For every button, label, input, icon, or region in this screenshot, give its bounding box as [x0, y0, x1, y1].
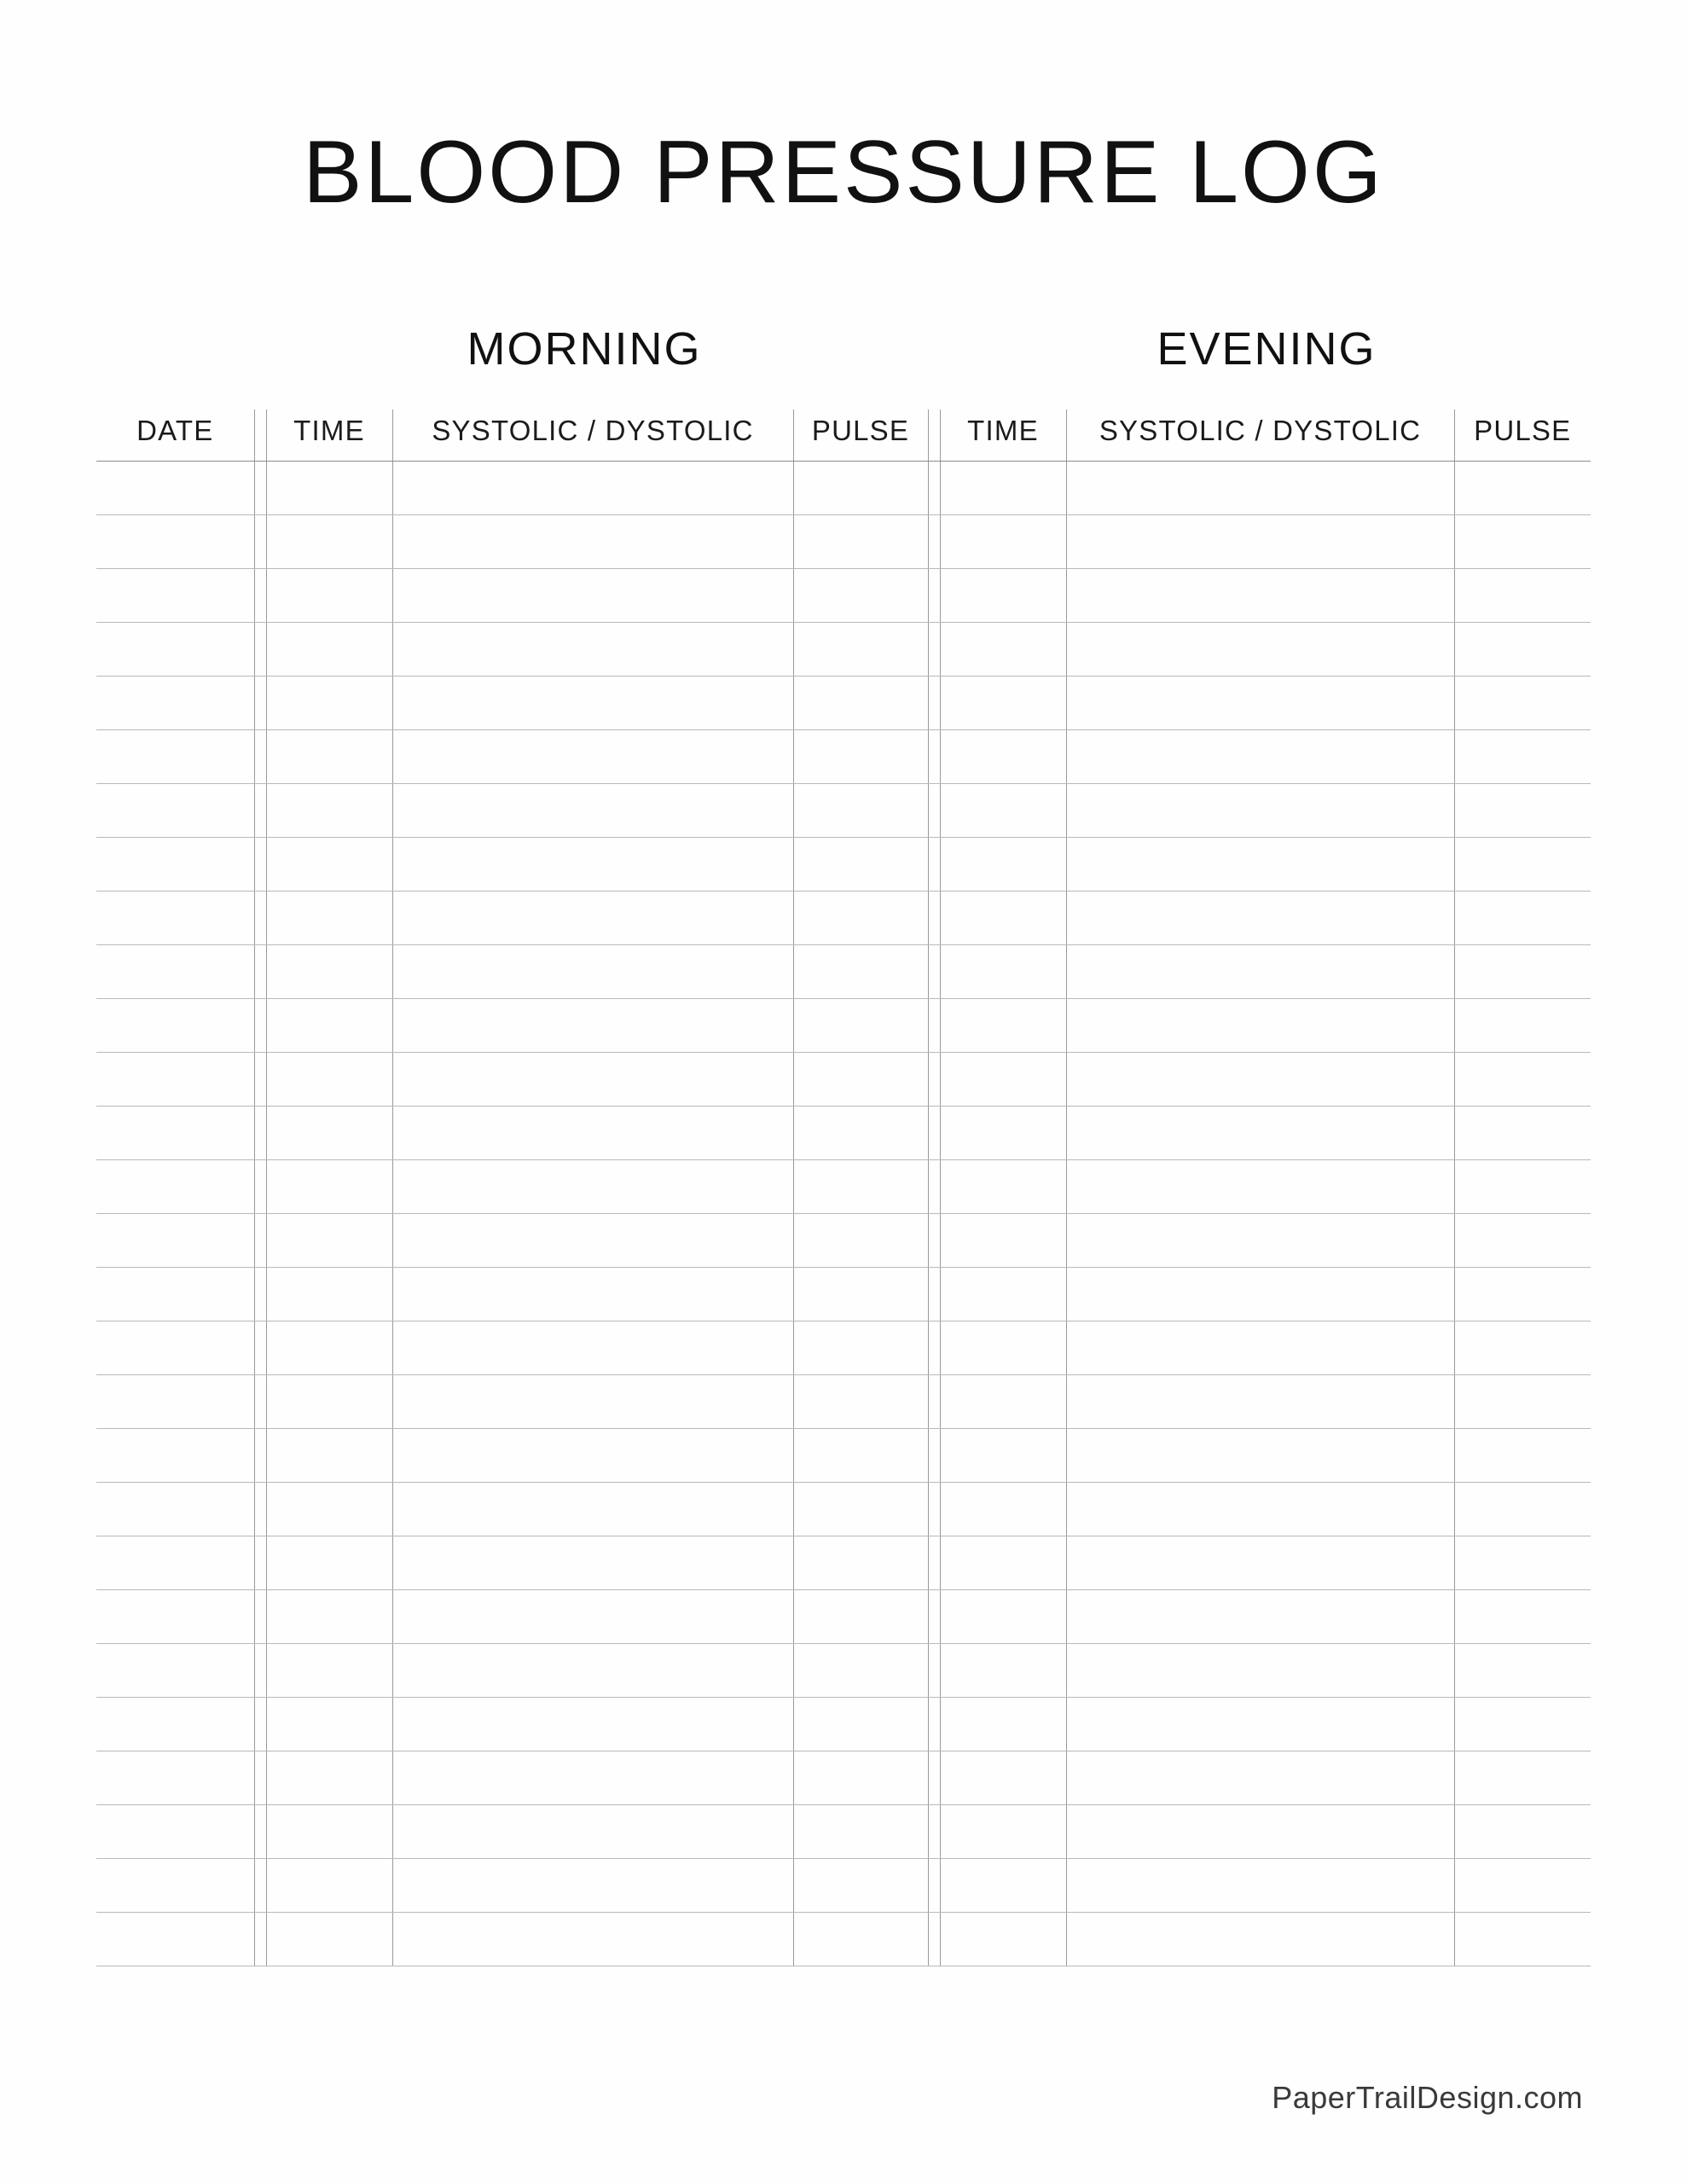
cell-morning-systolic-dystolic[interactable] [392, 1913, 793, 1966]
cell-gap-divider-2[interactable] [928, 1160, 940, 1214]
cell-evening-systolic-dystolic[interactable] [1066, 1268, 1454, 1321]
cell-morning-pulse[interactable] [793, 1160, 928, 1214]
table-row [96, 1375, 1591, 1429]
cell-gap-divider-1[interactable] [254, 1483, 266, 1536]
cell-evening-systolic-dystolic[interactable] [1066, 1751, 1454, 1805]
cell-morning-pulse[interactable] [793, 1321, 928, 1375]
cell-gap-divider-1[interactable] [254, 999, 266, 1053]
cell-morning-systolic-dystolic[interactable] [392, 515, 793, 569]
cell-morning-pulse[interactable] [793, 462, 928, 515]
cell-evening-pulse[interactable] [1454, 1375, 1591, 1429]
table-row [96, 1053, 1591, 1107]
cell-gap-divider-2[interactable] [928, 784, 940, 838]
cell-evening-time[interactable] [940, 1590, 1066, 1644]
cell-morning-pulse[interactable] [793, 1429, 928, 1483]
cell-evening-time[interactable] [940, 1321, 1066, 1375]
cell-evening-systolic-dystolic[interactable] [1066, 1805, 1454, 1859]
cell-evening-systolic-dystolic[interactable] [1066, 784, 1454, 838]
cell-gap-divider-1[interactable] [254, 623, 266, 677]
cell-morning-time[interactable] [266, 838, 392, 892]
cell-evening-time[interactable] [940, 623, 1066, 677]
cell-morning-systolic-dystolic[interactable] [392, 1698, 793, 1751]
cell-morning-time[interactable] [266, 945, 392, 999]
cell-gap-divider-2[interactable] [928, 1321, 940, 1375]
cell-gap-divider-1[interactable] [254, 1268, 266, 1321]
cell-morning-time[interactable] [266, 730, 392, 784]
cell-date[interactable] [96, 1590, 254, 1644]
column-header-evening-pulse: PULSE [1454, 410, 1591, 462]
cell-evening-pulse[interactable] [1454, 462, 1591, 515]
cell-evening-time[interactable] [940, 1053, 1066, 1107]
cell-evening-systolic-dystolic[interactable] [1066, 1053, 1454, 1107]
cell-gap-divider-2[interactable] [928, 1107, 940, 1160]
cell-date[interactable] [96, 784, 254, 838]
cell-evening-pulse[interactable] [1454, 515, 1591, 569]
cell-morning-systolic-dystolic[interactable] [392, 1644, 793, 1698]
table-row [96, 945, 1591, 999]
cell-evening-time[interactable] [940, 569, 1066, 623]
cell-morning-pulse[interactable] [793, 1268, 928, 1321]
cell-evening-pulse[interactable] [1454, 1644, 1591, 1698]
cell-morning-systolic-dystolic[interactable] [392, 1375, 793, 1429]
cell-evening-time[interactable] [940, 730, 1066, 784]
cell-morning-time[interactable] [266, 784, 392, 838]
table-header-row [96, 410, 1591, 462]
cell-morning-systolic-dystolic[interactable] [392, 1805, 793, 1859]
table-row [96, 1536, 1591, 1590]
cell-evening-systolic-dystolic[interactable] [1066, 1321, 1454, 1375]
cell-morning-time[interactable] [266, 1698, 392, 1751]
cell-morning-pulse[interactable] [793, 1053, 928, 1107]
cell-date[interactable] [96, 838, 254, 892]
cell-gap-divider-1[interactable] [254, 569, 266, 623]
cell-morning-pulse[interactable] [793, 945, 928, 999]
cell-date[interactable] [96, 892, 254, 945]
cell-morning-time[interactable] [266, 1107, 392, 1160]
cell-date[interactable] [96, 1107, 254, 1160]
cell-date[interactable] [96, 1644, 254, 1698]
cell-gap-divider-2[interactable] [928, 1053, 940, 1107]
cell-morning-pulse[interactable] [793, 515, 928, 569]
cell-gap-divider-2[interactable] [928, 462, 940, 515]
cell-morning-time[interactable] [266, 1805, 392, 1859]
table-row [96, 784, 1591, 838]
cell-evening-time[interactable] [940, 1644, 1066, 1698]
cell-evening-pulse[interactable] [1454, 1214, 1591, 1268]
cell-gap-divider-2[interactable] [928, 1483, 940, 1536]
cell-gap-divider-2[interactable] [928, 677, 940, 730]
table-row [96, 1698, 1591, 1751]
cell-evening-time[interactable] [940, 515, 1066, 569]
cell-morning-time[interactable] [266, 1483, 392, 1536]
cell-gap-divider-2[interactable] [928, 1805, 940, 1859]
cell-evening-systolic-dystolic[interactable] [1066, 515, 1454, 569]
cell-evening-pulse[interactable] [1454, 1698, 1591, 1751]
cell-date[interactable] [96, 1859, 254, 1913]
cell-gap-divider-2[interactable] [928, 1375, 940, 1429]
cell-evening-pulse[interactable] [1454, 838, 1591, 892]
cell-morning-time[interactable] [266, 1751, 392, 1805]
cell-morning-pulse[interactable] [793, 1751, 928, 1805]
cell-evening-time[interactable] [940, 999, 1066, 1053]
cell-date[interactable] [96, 1429, 254, 1483]
column-header-date: DATE [96, 410, 254, 462]
table-row [96, 1644, 1591, 1698]
cell-morning-time[interactable] [266, 1321, 392, 1375]
cell-morning-pulse[interactable] [793, 1805, 928, 1859]
cell-gap-divider-1[interactable] [254, 677, 266, 730]
cell-evening-systolic-dystolic[interactable] [1066, 1214, 1454, 1268]
table-row [96, 1751, 1591, 1805]
cell-morning-systolic-dystolic[interactable] [392, 1214, 793, 1268]
table-row [96, 462, 1591, 515]
cell-gap-divider-2[interactable] [928, 945, 940, 999]
cell-date[interactable] [96, 515, 254, 569]
cell-gap-divider-1[interactable] [254, 838, 266, 892]
cell-gap-divider-1[interactable] [254, 730, 266, 784]
cell-date[interactable] [96, 1375, 254, 1429]
table-row [96, 515, 1591, 569]
cell-date[interactable] [96, 1214, 254, 1268]
cell-evening-pulse[interactable] [1454, 623, 1591, 677]
cell-date[interactable] [96, 462, 254, 515]
table-row [96, 1321, 1591, 1375]
cell-evening-systolic-dystolic[interactable] [1066, 1375, 1454, 1429]
cell-gap-divider-2[interactable] [928, 1698, 940, 1751]
table-row [96, 1859, 1591, 1913]
cell-morning-time[interactable] [266, 1644, 392, 1698]
cell-gap-divider-2[interactable] [928, 892, 940, 945]
cell-morning-systolic-dystolic[interactable] [392, 945, 793, 999]
cell-morning-time[interactable] [266, 1429, 392, 1483]
cell-evening-time[interactable] [940, 1214, 1066, 1268]
cell-evening-pulse[interactable] [1454, 784, 1591, 838]
cell-evening-time[interactable] [940, 1483, 1066, 1536]
cell-evening-systolic-dystolic[interactable] [1066, 892, 1454, 945]
cell-morning-systolic-dystolic[interactable] [392, 730, 793, 784]
cell-morning-time[interactable] [266, 1913, 392, 1966]
cell-evening-time[interactable] [940, 1751, 1066, 1805]
cell-morning-pulse[interactable] [793, 999, 928, 1053]
cell-evening-pulse[interactable] [1454, 1321, 1591, 1375]
cell-morning-pulse[interactable] [793, 730, 928, 784]
cell-evening-pulse[interactable] [1454, 1429, 1591, 1483]
cell-gap-divider-2[interactable] [928, 1268, 940, 1321]
cell-gap-divider-1[interactable] [254, 1160, 266, 1214]
cell-morning-time[interactable] [266, 462, 392, 515]
cell-gap-divider-2[interactable] [928, 1859, 940, 1913]
cell-evening-pulse[interactable] [1454, 892, 1591, 945]
cell-date[interactable] [96, 1536, 254, 1590]
cell-morning-pulse[interactable] [793, 1590, 928, 1644]
cell-morning-time[interactable] [266, 1268, 392, 1321]
cell-evening-systolic-dystolic[interactable] [1066, 1590, 1454, 1644]
cell-gap-divider-2[interactable] [928, 1913, 940, 1966]
cell-evening-time[interactable] [940, 1913, 1066, 1966]
cell-date[interactable] [96, 945, 254, 999]
cell-morning-pulse[interactable] [793, 1698, 928, 1751]
cell-gap-divider-2[interactable] [928, 623, 940, 677]
table-row [96, 623, 1591, 677]
cell-gap-divider-1[interactable] [254, 1805, 266, 1859]
cell-morning-pulse[interactable] [793, 1644, 928, 1698]
table-row [96, 838, 1591, 892]
column-header-evening-time: TIME [940, 410, 1066, 462]
cell-gap-divider-1[interactable] [254, 1644, 266, 1698]
table-row [96, 730, 1591, 784]
cell-gap-divider-1[interactable] [254, 784, 266, 838]
cell-morning-time[interactable] [266, 1859, 392, 1913]
cell-gap-divider-2[interactable] [928, 1429, 940, 1483]
cell-morning-systolic-dystolic[interactable] [392, 892, 793, 945]
cell-morning-pulse[interactable] [793, 1107, 928, 1160]
cell-evening-systolic-dystolic[interactable] [1066, 677, 1454, 730]
cell-morning-systolic-dystolic[interactable] [392, 1053, 793, 1107]
cell-evening-time[interactable] [940, 1698, 1066, 1751]
cell-evening-pulse[interactable] [1454, 1268, 1591, 1321]
cell-evening-pulse[interactable] [1454, 1053, 1591, 1107]
cell-gap-divider-2[interactable] [928, 1536, 940, 1590]
log-table-wrapper [96, 410, 1591, 1966]
table-row [96, 1590, 1591, 1644]
table-row [96, 1160, 1591, 1214]
cell-gap-divider-1[interactable] [254, 1698, 266, 1751]
cell-date[interactable] [96, 1268, 254, 1321]
cell-evening-pulse[interactable] [1454, 999, 1591, 1053]
cell-evening-systolic-dystolic[interactable] [1066, 623, 1454, 677]
cell-evening-systolic-dystolic[interactable] [1066, 999, 1454, 1053]
cell-gap-divider-1[interactable] [254, 462, 266, 515]
cell-evening-pulse[interactable] [1454, 1160, 1591, 1214]
cell-morning-time[interactable] [266, 999, 392, 1053]
cell-date[interactable] [96, 999, 254, 1053]
cell-gap-divider-2[interactable] [928, 999, 940, 1053]
cell-gap-divider-1[interactable] [254, 1107, 266, 1160]
cell-morning-time[interactable] [266, 515, 392, 569]
cell-date[interactable] [96, 1698, 254, 1751]
cell-morning-time[interactable] [266, 892, 392, 945]
cell-evening-time[interactable] [940, 945, 1066, 999]
table-row [96, 1107, 1591, 1160]
cell-morning-systolic-dystolic[interactable] [392, 1160, 793, 1214]
column-header-evening-systolic-dystolic: SYSTOLIC / DYSTOLIC [1066, 410, 1454, 462]
cell-evening-systolic-dystolic[interactable] [1066, 945, 1454, 999]
cell-gap-divider-1[interactable] [254, 1321, 266, 1375]
cell-evening-time[interactable] [940, 838, 1066, 892]
cell-date[interactable] [96, 569, 254, 623]
cell-date[interactable] [96, 623, 254, 677]
cell-evening-time[interactable] [940, 1536, 1066, 1590]
table-row [96, 1805, 1591, 1859]
cell-evening-systolic-dystolic[interactable] [1066, 1859, 1454, 1913]
cell-evening-time[interactable] [940, 892, 1066, 945]
section-heading-evening: EVENING [1157, 323, 1377, 375]
table-body [96, 462, 1591, 1966]
cell-morning-systolic-dystolic[interactable] [392, 1536, 793, 1590]
cell-gap-divider-2[interactable] [928, 1751, 940, 1805]
cell-evening-systolic-dystolic[interactable] [1066, 462, 1454, 515]
cell-evening-pulse[interactable] [1454, 1805, 1591, 1859]
cell-evening-time[interactable] [940, 677, 1066, 730]
cell-morning-time[interactable] [266, 623, 392, 677]
cell-morning-time[interactable] [266, 677, 392, 730]
cell-morning-systolic-dystolic[interactable] [392, 1590, 793, 1644]
cell-evening-pulse[interactable] [1454, 1751, 1591, 1805]
cell-morning-pulse[interactable] [793, 1214, 928, 1268]
cell-evening-systolic-dystolic[interactable] [1066, 1536, 1454, 1590]
cell-date[interactable] [96, 1913, 254, 1966]
cell-morning-systolic-dystolic[interactable] [392, 1751, 793, 1805]
cell-morning-systolic-dystolic[interactable] [392, 1483, 793, 1536]
cell-gap-divider-1[interactable] [254, 1536, 266, 1590]
table-row [96, 1214, 1591, 1268]
footer-credit: PaperTrailDesign.com [1272, 2080, 1583, 2115]
cell-evening-systolic-dystolic[interactable] [1066, 1429, 1454, 1483]
cell-morning-systolic-dystolic[interactable] [392, 1429, 793, 1483]
cell-date[interactable] [96, 677, 254, 730]
cell-gap-divider-1[interactable] [254, 1429, 266, 1483]
cell-date[interactable] [96, 1053, 254, 1107]
table-row [96, 569, 1591, 623]
table-row [96, 1483, 1591, 1536]
cell-morning-pulse[interactable] [793, 569, 928, 623]
cell-morning-systolic-dystolic[interactable] [392, 623, 793, 677]
cell-morning-time[interactable] [266, 1375, 392, 1429]
cell-evening-pulse[interactable] [1454, 730, 1591, 784]
cell-evening-systolic-dystolic[interactable] [1066, 1644, 1454, 1698]
blood-pressure-log-table [96, 410, 1591, 1966]
cell-evening-pulse[interactable] [1454, 1536, 1591, 1590]
cell-evening-pulse[interactable] [1454, 569, 1591, 623]
cell-date[interactable] [96, 1751, 254, 1805]
cell-evening-systolic-dystolic[interactable] [1066, 1913, 1454, 1966]
cell-evening-systolic-dystolic[interactable] [1066, 1698, 1454, 1751]
cell-morning-systolic-dystolic[interactable] [392, 569, 793, 623]
cell-evening-pulse[interactable] [1454, 1483, 1591, 1536]
cell-evening-systolic-dystolic[interactable] [1066, 1107, 1454, 1160]
cell-morning-systolic-dystolic[interactable] [392, 999, 793, 1053]
cell-morning-pulse[interactable] [793, 1859, 928, 1913]
cell-date[interactable] [96, 1805, 254, 1859]
cell-date[interactable] [96, 1483, 254, 1536]
column-header-morning-pulse: PULSE [793, 410, 928, 462]
cell-gap-divider-1[interactable] [254, 1751, 266, 1805]
cell-evening-pulse[interactable] [1454, 1107, 1591, 1160]
cell-gap-divider-1[interactable] [254, 1859, 266, 1913]
page-title: BLOOD PRESSURE LOG [303, 123, 1384, 222]
cell-gap-divider-1[interactable] [254, 892, 266, 945]
cell-evening-systolic-dystolic[interactable] [1066, 730, 1454, 784]
cell-morning-systolic-dystolic[interactable] [392, 1268, 793, 1321]
cell-morning-pulse[interactable] [793, 892, 928, 945]
cell-morning-pulse[interactable] [793, 1913, 928, 1966]
cell-morning-pulse[interactable] [793, 838, 928, 892]
column-header-morning-time: TIME [266, 410, 392, 462]
cell-morning-time[interactable] [266, 1214, 392, 1268]
cell-date[interactable] [96, 1321, 254, 1375]
cell-gap-divider-2[interactable] [928, 515, 940, 569]
cell-morning-systolic-dystolic[interactable] [392, 1859, 793, 1913]
cell-morning-systolic-dystolic[interactable] [392, 462, 793, 515]
cell-evening-time[interactable] [940, 1375, 1066, 1429]
cell-gap-divider-1[interactable] [254, 1214, 266, 1268]
section-headings [98, 322, 1591, 382]
cell-gap-divider-1[interactable] [254, 1053, 266, 1107]
cell-gap-divider-2[interactable] [928, 1214, 940, 1268]
cell-gap-divider-1[interactable] [254, 1375, 266, 1429]
cell-date[interactable] [96, 1160, 254, 1214]
cell-morning-time[interactable] [266, 569, 392, 623]
cell-gap-divider-2[interactable] [928, 838, 940, 892]
cell-evening-time[interactable] [940, 1160, 1066, 1214]
cell-evening-time[interactable] [940, 1805, 1066, 1859]
cell-gap-divider-2[interactable] [928, 569, 940, 623]
cell-evening-time[interactable] [940, 784, 1066, 838]
cell-morning-systolic-dystolic[interactable] [392, 1107, 793, 1160]
cell-evening-time[interactable] [940, 1107, 1066, 1160]
cell-evening-pulse[interactable] [1454, 945, 1591, 999]
cell-morning-pulse[interactable] [793, 1483, 928, 1536]
section-heading-morning: MORNING [467, 323, 702, 375]
cell-morning-time[interactable] [266, 1053, 392, 1107]
cell-morning-time[interactable] [266, 1590, 392, 1644]
cell-gap-divider-1[interactable] [254, 945, 266, 999]
cell-morning-systolic-dystolic[interactable] [392, 1321, 793, 1375]
cell-evening-pulse[interactable] [1454, 1590, 1591, 1644]
cell-gap-divider-1[interactable] [254, 1913, 266, 1966]
table-row [96, 677, 1591, 730]
cell-morning-pulse[interactable] [793, 677, 928, 730]
table-row [96, 1913, 1591, 1966]
cell-morning-pulse[interactable] [793, 1375, 928, 1429]
cell-evening-pulse[interactable] [1454, 1913, 1591, 1966]
cell-gap-divider-2[interactable] [928, 1644, 940, 1698]
cell-morning-time[interactable] [266, 1160, 392, 1214]
cell-evening-pulse[interactable] [1454, 677, 1591, 730]
cell-morning-systolic-dystolic[interactable] [392, 838, 793, 892]
cell-evening-time[interactable] [940, 1859, 1066, 1913]
header-gap-divider-1 [254, 410, 266, 462]
cell-evening-time[interactable] [940, 1429, 1066, 1483]
column-header-morning-systolic-dystolic: SYSTOLIC / DYSTOLIC [392, 410, 793, 462]
header-gap-divider-2 [928, 410, 940, 462]
cell-date[interactable] [96, 730, 254, 784]
table-row [96, 999, 1591, 1053]
cell-gap-divider-2[interactable] [928, 730, 940, 784]
cell-morning-systolic-dystolic[interactable] [392, 784, 793, 838]
cell-morning-pulse[interactable] [793, 784, 928, 838]
cell-morning-pulse[interactable] [793, 1536, 928, 1590]
cell-evening-systolic-dystolic[interactable] [1066, 838, 1454, 892]
cell-evening-systolic-dystolic[interactable] [1066, 569, 1454, 623]
cell-evening-time[interactable] [940, 462, 1066, 515]
cell-morning-systolic-dystolic[interactable] [392, 677, 793, 730]
cell-evening-systolic-dystolic[interactable] [1066, 1160, 1454, 1214]
cell-evening-systolic-dystolic[interactable] [1066, 1483, 1454, 1536]
cell-gap-divider-1[interactable] [254, 515, 266, 569]
table-row [96, 1268, 1591, 1321]
table-row [96, 1429, 1591, 1483]
cell-morning-pulse[interactable] [793, 623, 928, 677]
cell-evening-time[interactable] [940, 1268, 1066, 1321]
cell-gap-divider-1[interactable] [254, 1590, 266, 1644]
table-row [96, 892, 1591, 945]
cell-evening-pulse[interactable] [1454, 1859, 1591, 1913]
cell-gap-divider-2[interactable] [928, 1590, 940, 1644]
cell-morning-time[interactable] [266, 1536, 392, 1590]
